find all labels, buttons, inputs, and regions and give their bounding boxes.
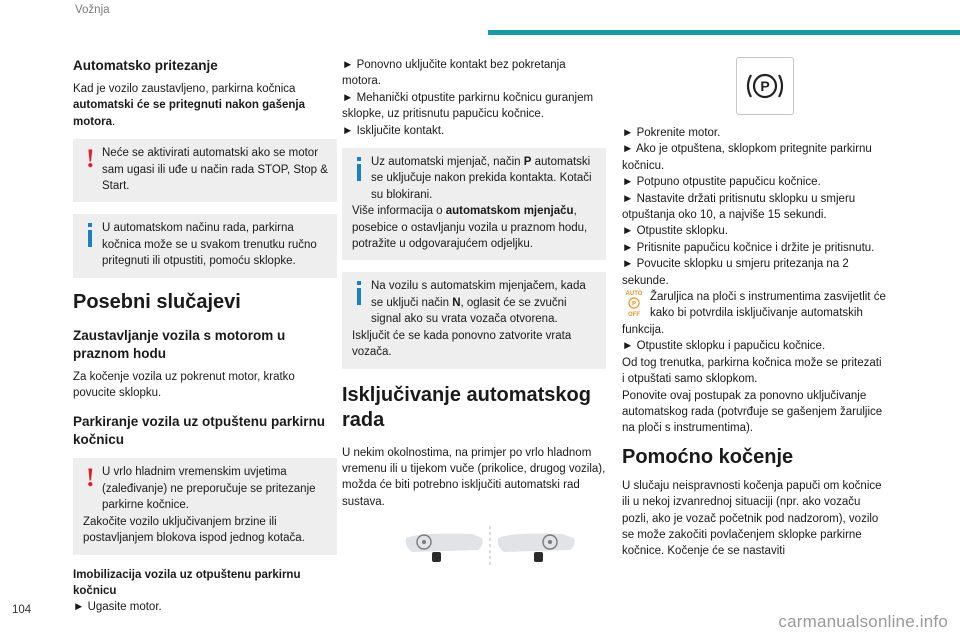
step-4: ► Otpustite sklopku.: [622, 225, 728, 238]
warning-icon: !: [86, 144, 95, 174]
info-icon: [86, 221, 95, 251]
svg-text:AUTO: AUTO: [625, 291, 643, 298]
svg-text:P: P: [631, 301, 637, 308]
switch-push-illustration: [402, 528, 488, 564]
info-note-manual: [73, 214, 337, 277]
info-text: U automatskom načinu rada, parkirna kočnica može se u svakom trenutku ručno pritegnuti ili otpustiti, pomoću sklopke.: [102, 222, 317, 268]
step-ignition-off: ► Isključite kontakt.: [342, 124, 445, 137]
heading-special-cases: Posebni slučajevi: [73, 290, 241, 313]
paragraph-disable-auto: U nekim okolnostima, na primjer po vrlo hladnom vremenu ili u tijekom vuče (prikolice, drugog vozila), možda će biti potrebno isključiti automatski rad sustava.: [342, 446, 606, 508]
step-3: ► Nastavite držati pritisnutu sklopku u smjeru otpuštanja oko 10, a najviše 15 sekundi.: [622, 192, 856, 222]
heading-assisted-braking: Pomoćno kočenje: [622, 445, 794, 468]
step-release: ► Mehanički otpustite parkirnu kočnicu guranjem sklopke, uz pritisnutu papučicu kočnice.: [342, 91, 594, 121]
parking-brake-symbol-box: [736, 57, 794, 115]
heading-disable-auto: Isključivanje automatskog rada: [342, 383, 591, 431]
info-text-more: Više informacija o automatskom mjenjaču, posebice o ostavljanju vozila u praznom hodu, potražite u odgovarajućem odjeljku.: [352, 205, 588, 251]
svg-text:P: P: [760, 78, 770, 94]
paragraph-after-2: Ponovite ovaj postupak za ponovno uključivanje automatskog rada (potvrđuje se gašenjem žaruljice na ploči s instrumentima).: [622, 389, 883, 435]
warning-note-stop-start: [73, 139, 337, 202]
paragraph-idle-stop: Za kočenje vozila uz pokrenut motor, kratko povucite sklopku.: [73, 370, 295, 400]
info-icon: [355, 155, 364, 185]
step-2: ► Potpuno otpustite papučicu kočnice.: [622, 176, 821, 189]
info-text-n-mode: Na vozilu s automatskim mjenjačem, kada se uključi način N, oglasit će se zvučni signal ako su vrata vozača otvorena.: [371, 280, 586, 326]
step-ignition: ► Ponovno uključite kontakt bez pokretanja motora.: [342, 59, 566, 88]
column-middle: [342, 57, 606, 566]
heading-park-released: Parkiranje vozila uz otpuštenu parkirnu kočnicu: [73, 414, 326, 448]
step-5: ► Pritisnite papučicu kočnice i držite je pritisnutu.: [622, 241, 875, 254]
info-text-p-mode: Uz automatski mjenjač, način P automatski se uključuje nakon prekida kontakta. Kotači su blokirani.: [371, 156, 592, 201]
info-text-close-door: Isključit će se kada ponovno zatvorite vrata vozača.: [352, 329, 572, 359]
warning-text: Neće se aktivirati automatski ako se motor sam ugasi ili uđe u način rada STOP, Stop & Start.: [102, 147, 328, 193]
column-left: [73, 57, 337, 616]
watermark-site: carmanualsonline.info: [778, 612, 948, 631]
warning-lamp-paragraph: [622, 289, 886, 338]
info-note-auto-gearbox: [342, 148, 606, 260]
warning-note-cold: [73, 458, 337, 554]
heading-idle-stop: Zaustavljanje vozila s motorom u praznom hodu: [73, 327, 286, 361]
paragraph-after-1: Od tog trenutka, parkirna kočnica može se pritezati i otpuštati samo sklopkom.: [622, 356, 882, 386]
heading-immobilization: Imobilizacija vozila uz otpuštenu parkirnu kočnicu: [73, 568, 301, 597]
warning-text-cold: U vrlo hladnim vremenskim uvjetima (zaleđivanje) ne preporučuje se pritezanje parkirne kočnice.: [102, 466, 316, 512]
paragraph-auto-release: Kad je vozilo zaustavljeno, parkirna kočnica automatski će se pritegnuti nakon gašenja motora.: [73, 83, 305, 128]
warning-text-block: Zakočite vozilo uključivanjem brzine ili postavljanjem blokova ispod jednog kotača.: [83, 515, 305, 545]
parking-brake-icon: [743, 66, 787, 106]
lamp-text: Žaruljica na ploči s instrumentima zasvijetlit će kako bi potvrdila isključivanje automatskih funkcija.: [622, 291, 886, 336]
step-turn-off: ► Ugasite motor.: [73, 601, 162, 614]
illustration-switch-positions: [402, 526, 606, 566]
column-right: [622, 57, 886, 565]
svg-text:OFF: OFF: [628, 312, 640, 318]
heading-automatic-tightening: Automatsko pritezanje: [73, 58, 218, 73]
info-note-n-mode: [342, 272, 606, 368]
step-0: ► Pokrenite motor.: [622, 127, 721, 139]
step-release-all: ► Otpustite sklopku i papučicu kočnice.: [622, 340, 826, 353]
step-6: ► Povucite sklopku u smjeru pritezanja na 2 sekunde.: [622, 258, 849, 287]
page-number: 104: [12, 604, 32, 616]
warning-icon: !: [86, 463, 95, 493]
info-icon: [355, 279, 364, 309]
paragraph-assisted-braking: U slučaju neispravnosti kočenja papuči om kočnice ili u nekoj izvanrednoj situaciji (npr. ako vozaču pozli, ako je vozač početnik pod nadzorom), vozilo se može zakočiti povlačenjem sklopke parkirne kočnice. Kočenje će se nastaviti: [622, 479, 882, 558]
header-accent-bar: [488, 30, 960, 35]
switch-pull-illustration: [492, 528, 578, 564]
auto-off-lamp-icon: [622, 289, 646, 317]
step-1: ► Ako je otpuštena, sklopkom pritegnite parkirnu kočnicu.: [622, 143, 872, 172]
section-title: Vožnja: [75, 4, 110, 16]
